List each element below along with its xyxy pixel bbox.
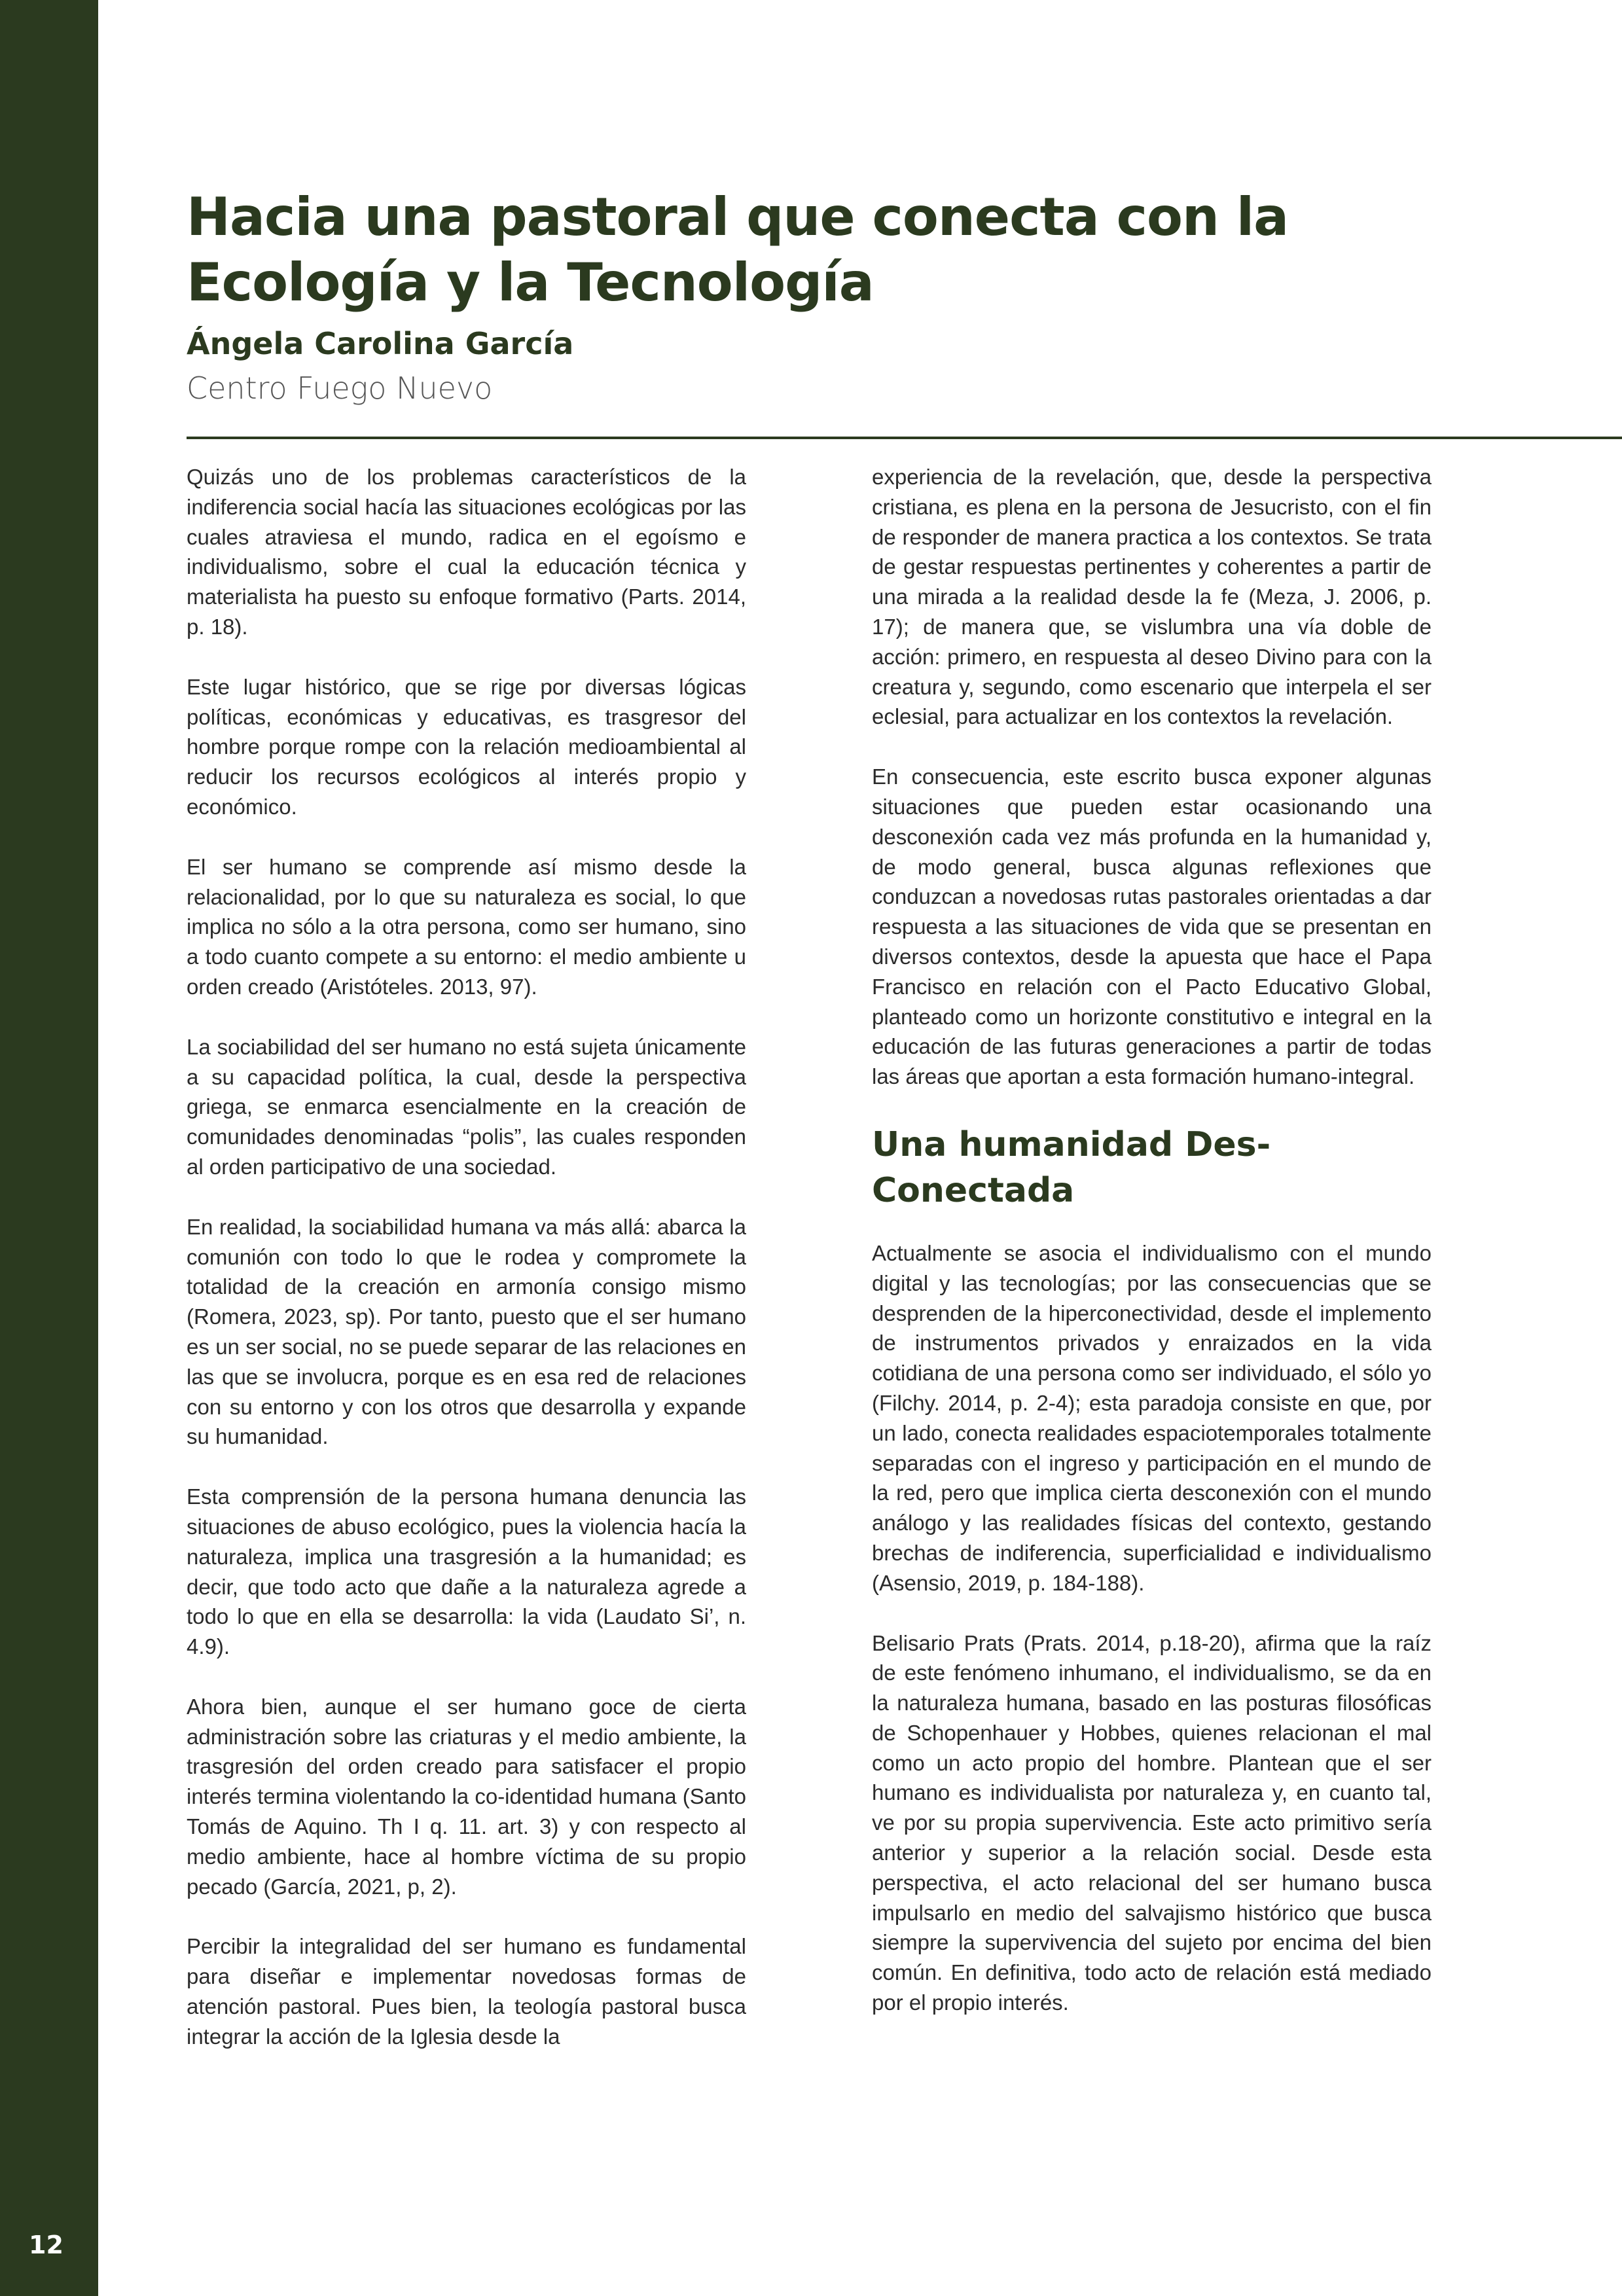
paragraph: Ahora bien, aunque el ser humano goce de cierta administración sobre las criaturas y el medio ambiente, la trasgresión del orden creado para satisfacer el propio interés termina violentando la co-identidad humana (Santo Tomás de Aquino. Th I q. 11. art. 3) y con respecto al medio ambiente, hace al hombre víctima de su propio pecado (García, 2021, p, 2). [187,1694,746,1899]
paragraph: Quizás uno de los problemas característicos de la indiferencia social hacía las situaciones ecológicas por las cuales atraviesa el mundo, radica en el egoísmo e individualismo, sobre el cual la educación técnica y materialista ha puesto su enfoque formativo (Parts. 2014, p. 18). [187,465,746,639]
side-bar [0,0,98,2296]
paragraph: Percibir la integralidad del ser humano es fundamental para diseñar e implementar novedosas formas de atención pastoral. Pues bien, la teología pastoral busca integrar la acción de la Iglesia desde la [187,1934,746,2049]
paragraph: El ser humano se comprende así mismo desde la relacionalidad, por lo que su naturaleza es social, lo que implica no sólo a la otra persona, como ser humano, sino a todo cuanto compete a su entorno: el medio ambiente u orden creado (Aristóteles. 2013, 97). [187,854,746,999]
paragraph: Esta comprensión de la persona humana denuncia las situaciones de abuso ecológico, pues la violencia hacía la naturaleza, implica una trasgresión a la humanidad; es decir, que todo acto que dañe a la naturaleza agrede a todo lo que en ella se desarrolla: la vida (Laudato Si’, n. 4.9). [187,1484,746,1659]
paragraph: La sociabilidad del ser humano no está sujeta únicamente a su capacidad política, la cual, desde la perspectiva griega, se enmarca esencialmente en la creación de comunidades denominadas “polis”, las cuales responden al orden participativo de una sociedad. [187,1034,746,1179]
paragraph: experiencia de la revelación, que, desde la perspectiva cristiana, es plena en la persona de Jesucristo, con el fin de responder de manera practica a los contextos. Se trata de gestar respuestas pertinentes y coherentes a partir de una mirada a la realidad desde la fe (Meza, J. 2006, p. 17); de manera que, se vislumbra una vía doble de acción: primero, en respuesta al deseo Divino para con la creatura y, segundo, como escenario que interpela el ser eclesial, para actualizar en los contextos la revelación. [872,465,1432,729]
paragraph: Belisario Prats (Prats. 2014, p.18-20), afirma que la raíz de este fenómeno inhumano, el individualismo, se da en la naturaleza humana, basado en las posturas filosóficas de Schopenhauer y Hobbes, quienes relacionan el mal como un acto propio del hombre. Plantean que el ser humano es individualista por naturaleza y, en cuanto tal, ve por su propia supervivencia. Este acto primitivo sería anterior y superior a la relación social. Desde esta perspectiva, el acto relacional del ser humano busca impulsarlo en medio del salvajismo histórico que busca siempre la supervivencia del sujeto por encima del bien común. En definitiva, todo acto de relación está mediado por el propio interés. [872,1630,1432,2015]
left-column [187,462,746,2082]
title-line-1: Hacia una pastoral que conecta con la [187,187,1289,247]
right-column [872,462,1432,2048]
page-number: 12 [29,2231,63,2259]
header-divider [187,437,1622,439]
author-name: Ángela Carolina García [187,326,574,361]
paragraph: En consecuencia, este escrito busca exponer algunas situaciones que pueden estar ocasionando una desconexión cada vez más profunda en la humanidad y, de modo general, busca algunas reflexiones que conduzcan a novedosas rutas pastorales orientadas a dar respuesta a las situaciones de vida que se presentan en diversos contextos, desde la apuesta que hace el Papa Francisco en relación con el Pacto Educativo Global, planteado como un horizonte constitutivo e integral en la educación de las futuras generaciones a partir de todas las áreas que aportan a esta formación humano-integral. [872,764,1432,1089]
paragraph: En realidad, la sociabilidad humana va más allá: abarca la comunión con todo lo que le rodea y compromete la totalidad de la creación en armonía consigo mismo (Romera, 2023, sp). Por tanto, puesto que el ser humano es un ser social, no se puede separar de las relaciones en las que se involucra, porque es en esa red de relaciones con su entorno y con los otros que desarrolla y expande su humanidad. [187,1214,746,1449]
paragraph: Actualmente se asocia el individualismo con el mundo digital y las tecnologías; por las consecuencias que se desprenden de la hiperconectividad, desde el implemento de instrumentos privados y enraizados en la vida cotidiana de una persona como ser individuado, el sólo yo (Filchy. 2014, p. 2-4); esta paradoja consiste en que, por un lado, conecta realidades espaciotemporales totalmente separadas con el ingreso y participación en el mundo de la red, pero que implica cierta desconexión con el mundo análogo y las realidades físicas del contexto, gestando brechas de indiferencia, superficialidad e individualismo (Asensio, 2019, p. 184-188). [872,1240,1432,1595]
paragraph: Este lugar histórico, que se rige por diversas lógicas políticas, económicas y educativas, es trasgresor del hombre porque rompe con la relación medioambiental al reducir los recursos ecológicos al interés propio y económico. [187,674,746,819]
author-affiliation: Centro Fuego Nuevo [187,370,493,406]
title-line-2: Ecología y la Tecnología [187,252,874,313]
section-heading: Una humanidad Des-Conectada [872,1124,1271,1210]
article-title [187,185,1496,315]
